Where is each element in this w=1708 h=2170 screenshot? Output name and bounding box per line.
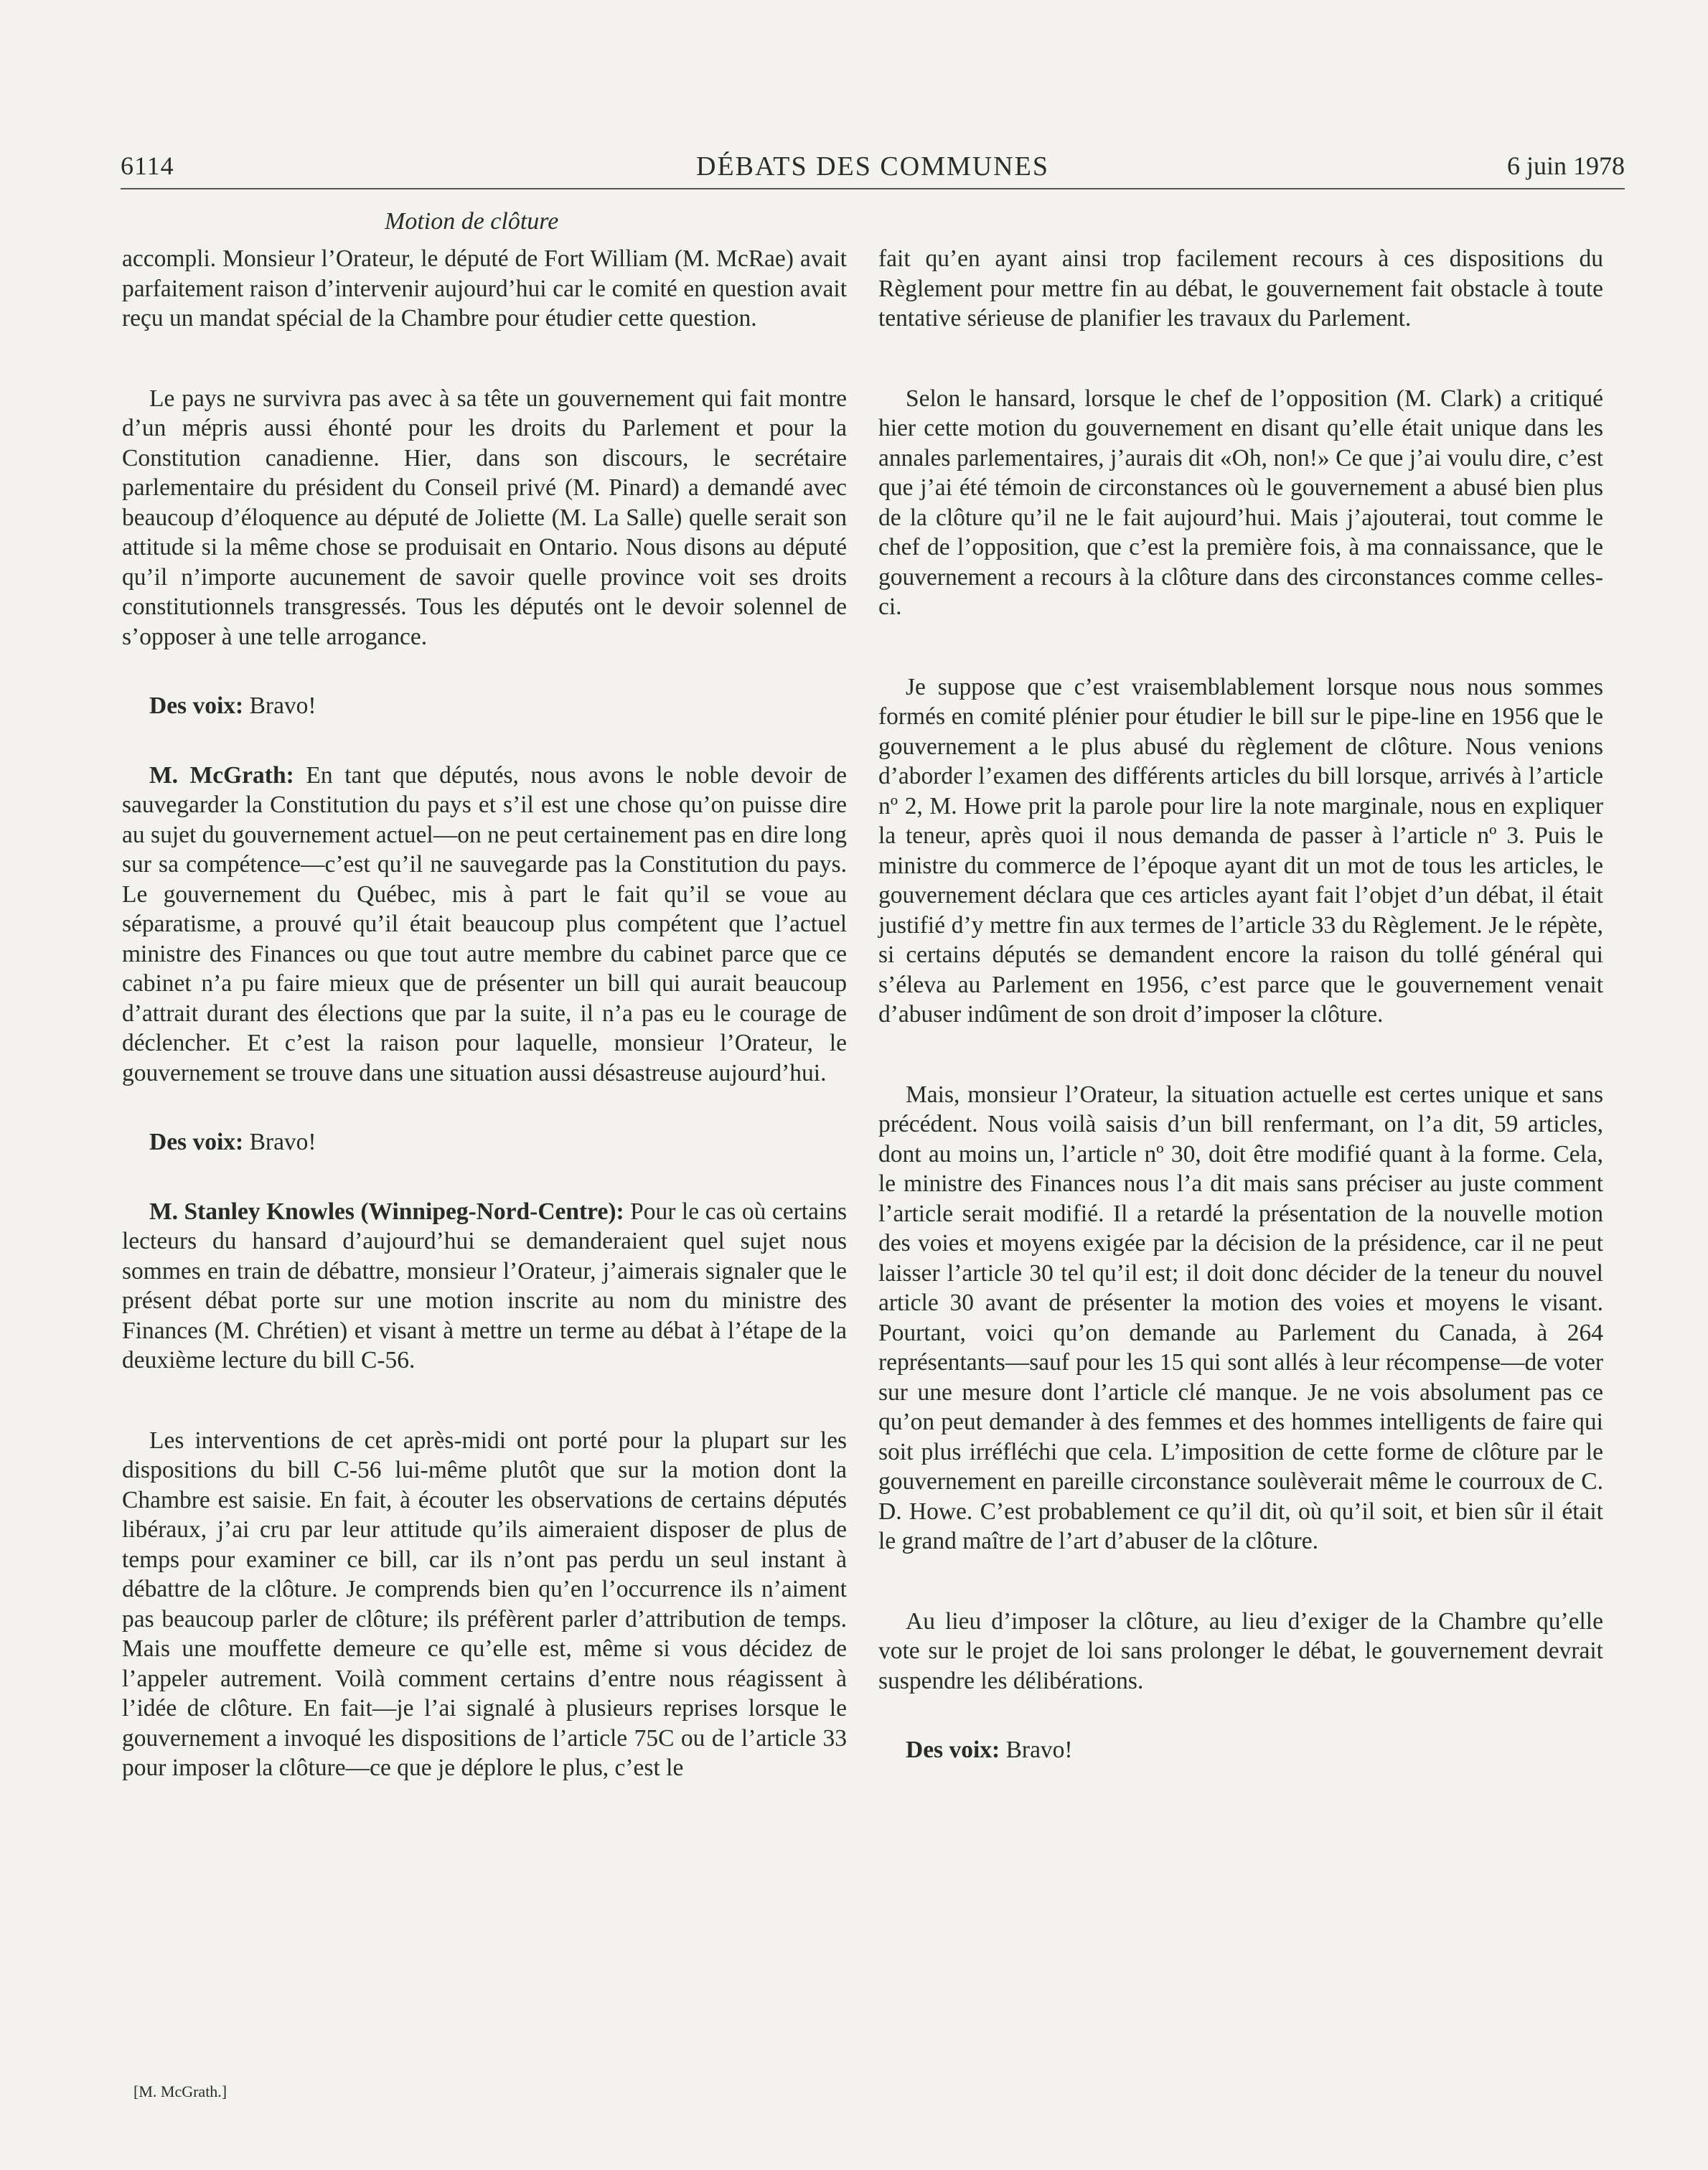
paragraph: Au lieu d’imposer la clôture, au lieu d’exiger de la Chambre qu’elle vote sur le projet de loi sans prolonger le débat, le gouvernement devrait suspendre les délibérations. [878,1607,1603,1694]
paragraph: Selon le hansard, lorsque le chef de l’opposition (M. Clark) a critiqué hier cette motion du gouvernement en disant qu’elle était unique dans les annales parlementaires, j’aurais dit «Oh, non!» Ce que j’ai voulu dire, c’est que j’ai été témoin de circonstances où le gouvernement a abusé bien plus de la clôture qu’il ne le fait aujourd’hui. Mais j’ajouterai, tout comme le chef de l’opposition, que c’est la première fois, à ma connaissance, que le gouvernement a recours à la clôture dans des circonstances comme celles-ci. [878,385,1603,620]
paragraph: Le pays ne survivra pas avec à sa tête un gouvernement qui fait montre d’un mépris aussi éhonté pour les droits du Parlement et pour la Constitution canadienne. Hier, dans son discours, le secrétaire parlementaire du président du Conseil privé (M. Pinard) a demandé avec beaucoup d’éloquence au député de Joliette (M. La Salle) quelle serait son attitude si la même chose se produisait en Ontario. Nous disons au député qu’il n’importe aucunement de savoir quelle province voit ses droits constitutionnels transgressés. Tous les députés ont le devoir solennel de s’opposer à une telle arrogance. [122,385,847,650]
paragraph: M. Stanley Knowles (Winnipeg-Nord-Centre): Pour le cas où certains lecteurs du hansard d’aujourd’hui se demanderaient quel sujet nous sommes en train de débattre, monsieur l’Orateur, j’aimerais signaler que le présent débat porte sur une motion inscrite au nom du ministre des Finances (M. Chrétien) et visant à mettre un terme au débat à l’étape de la deuxième lecture du bill C-56. [122,1198,848,1373]
header-date: 6 juin 1978 [1506,151,1625,180]
left-column [122,244,847,1783]
running-title: DÉBATS DES COMMUNES [696,151,1049,182]
speaker-name: Des voix: [149,692,244,719]
paragraph: Des voix: Bravo! [149,1129,316,1155]
speaker-name: Des voix: [906,1737,1000,1763]
paragraph: M. McGrath: En tant que députés, nous avons le noble devoir de sauvegarder la Constitution du pays et s’il est une chose qu’on puisse dire au sujet du gouvernement actuel—on ne peut certainement pas en dire long sur sa compétence—c’est qu’il ne sauvegarde pas la Constitution du pays. Le gouvernement du Québec, mis à part le fait qu’il se voue au séparatisme, a prouvé qu’il était beaucoup plus compétent que l’actuel ministre des Finances ou que tout autre membre du cabinet parce que ce cabinet n’a pu faire mieux que de présenter un bill qui aurait beaucoup d’attrait durant des élections que par la suite, il n’a pas eu le courage de déclencher. Et c’est la raison pour laquelle, monsieur l’Orateur, le gouvernement se trouve dans une situation aussi désastreuse aujourd’hui. [122,761,847,1086]
page-number: 6114 [121,151,174,180]
header-rule [121,188,1625,189]
section-subheading: Motion de clôture [385,208,559,235]
speaker-name: Des voix: [149,1129,244,1155]
paragraph: fait qu’en ayant ainsi trop facilement recours à ces dispositions du Règlement pour mettre fin au débat, le gouvernement fait obstacle à toute tentative sérieuse de planifier les travaux du Parlement. [878,245,1603,332]
paragraph: accompli. Monsieur l’Orateur, le député de Fort William (M. McRae) avait parfaitement raison d’intervenir aujourd’hui car le comité en question avait reçu un mandat spécial de la Chambre pour étudier cette question. [122,245,847,332]
paragraph: Des voix: Bravo! [149,692,316,719]
page-header [121,151,1625,191]
right-column [878,244,1603,1765]
paragraph: Les interventions de cet après-midi ont porté pour la plupart sur les dispositions du bill C-56 lui-même plutôt que sur la motion dont la Chambre est saisie. En fait, à écouter les observations de certains députés libéraux, j’ai cru par leur attitude qu’ils aimeraient disposer de plus de temps pour examiner ce bill, car ils n’ont pas perdu un seul instant à débattre de la clôture. Je comprends bien qu’en l’occurrence ils n’aiment pas beaucoup parler de clôture; ils préfèrent parler d’attribution de temps. Mais une mouffette demeure ce qu’elle est, même si vous décidez de l’appeler autrement. Voilà comment certains d’entre nous réagissent à l’idée de clôture. En fait—je l’ai signalé à plusieurs reprises lorsque le gouvernement a invoqué les dispositions de l’article 75C ou de l’article 33 pour imposer la clôture—ce que je déplore le plus, c’est le [122,1427,847,1781]
paragraph: Je suppose que c’est vraisemblablement lorsque nous nous sommes formés en comité plénier pour étudier le bill sur le pipe-line en 1956 que le gouvernement a le plus abusé du règlement de clôture. Nous venions d’aborder l’examen des différents articles du bill lorsque, arrivés à l’article nº 2, M. Howe prit la parole pour lire la note marginale, nous en expliquer la teneur, après quoi il nous demanda de passer à l’article nº 3. Puis le ministre du commerce de l’époque ayant dit un mot de tous les articles, le gouvernement déclara que ces articles ayant fait l’objet d’un débat, il était justifié d’y mettre fin aux termes de l’article 33 du Règlement. Je le répète, si certains députés se demandent encore la raison du tollé général qui s’éleva au Parlement en 1956, c’est parce que le gouvernement venait d’abuser indûment de son droit d’imposer la clôture. [878,673,1603,1028]
paragraph: Des voix: Bravo! [906,1737,1073,1763]
paragraph: Mais, monsieur l’Orateur, la situation actuelle est certes unique et sans précédent. Nous voilà saisis d’un bill renfermant, on l’a dit, 59 articles, dont au moins un, l’article nº 30, doit être modifié quant à la forme. Cela, le ministre des Finances nous l’a dit mais sans préciser au juste comment l’article serait modifié. Il a retardé la présentation de la nouvelle motion des voies et moyens exigée par la décision de la présidence, car il ne peut laisser l’article 30 tel qu’il est; il doit donc décider de la teneur du nouvel article 30 avant de présenter la motion des voies et moyens le visant. Pourtant, voici qu’on demande au Parlement du Canada, à 264 représentants—sauf pour les 15 qui sont allés à leur récompense—de voter sur une mesure dont l’article clé manque. Je ne vois absolument pas ce qu’on peut demander à des femmes et des hommes intelligents de faire qui soit plus irréfléchi que cela. L’imposition de cette forme de clôture par le gouvernement en pareille circonstance soulèverait même le courroux de C. D. Howe. C’est probablement ce qu’il dit, où qu’il soit, et bien sûr il était le grand maître de l’art d’abuser de la clôture. [878,1081,1603,1554]
speaker-name: M. Stanley Knowles (Winnipeg-Nord-Centre): [149,1198,624,1225]
speaker-name: M. McGrath: [149,761,294,789]
footer-speaker-tag: [M. McGrath.] [133,2082,227,2100]
